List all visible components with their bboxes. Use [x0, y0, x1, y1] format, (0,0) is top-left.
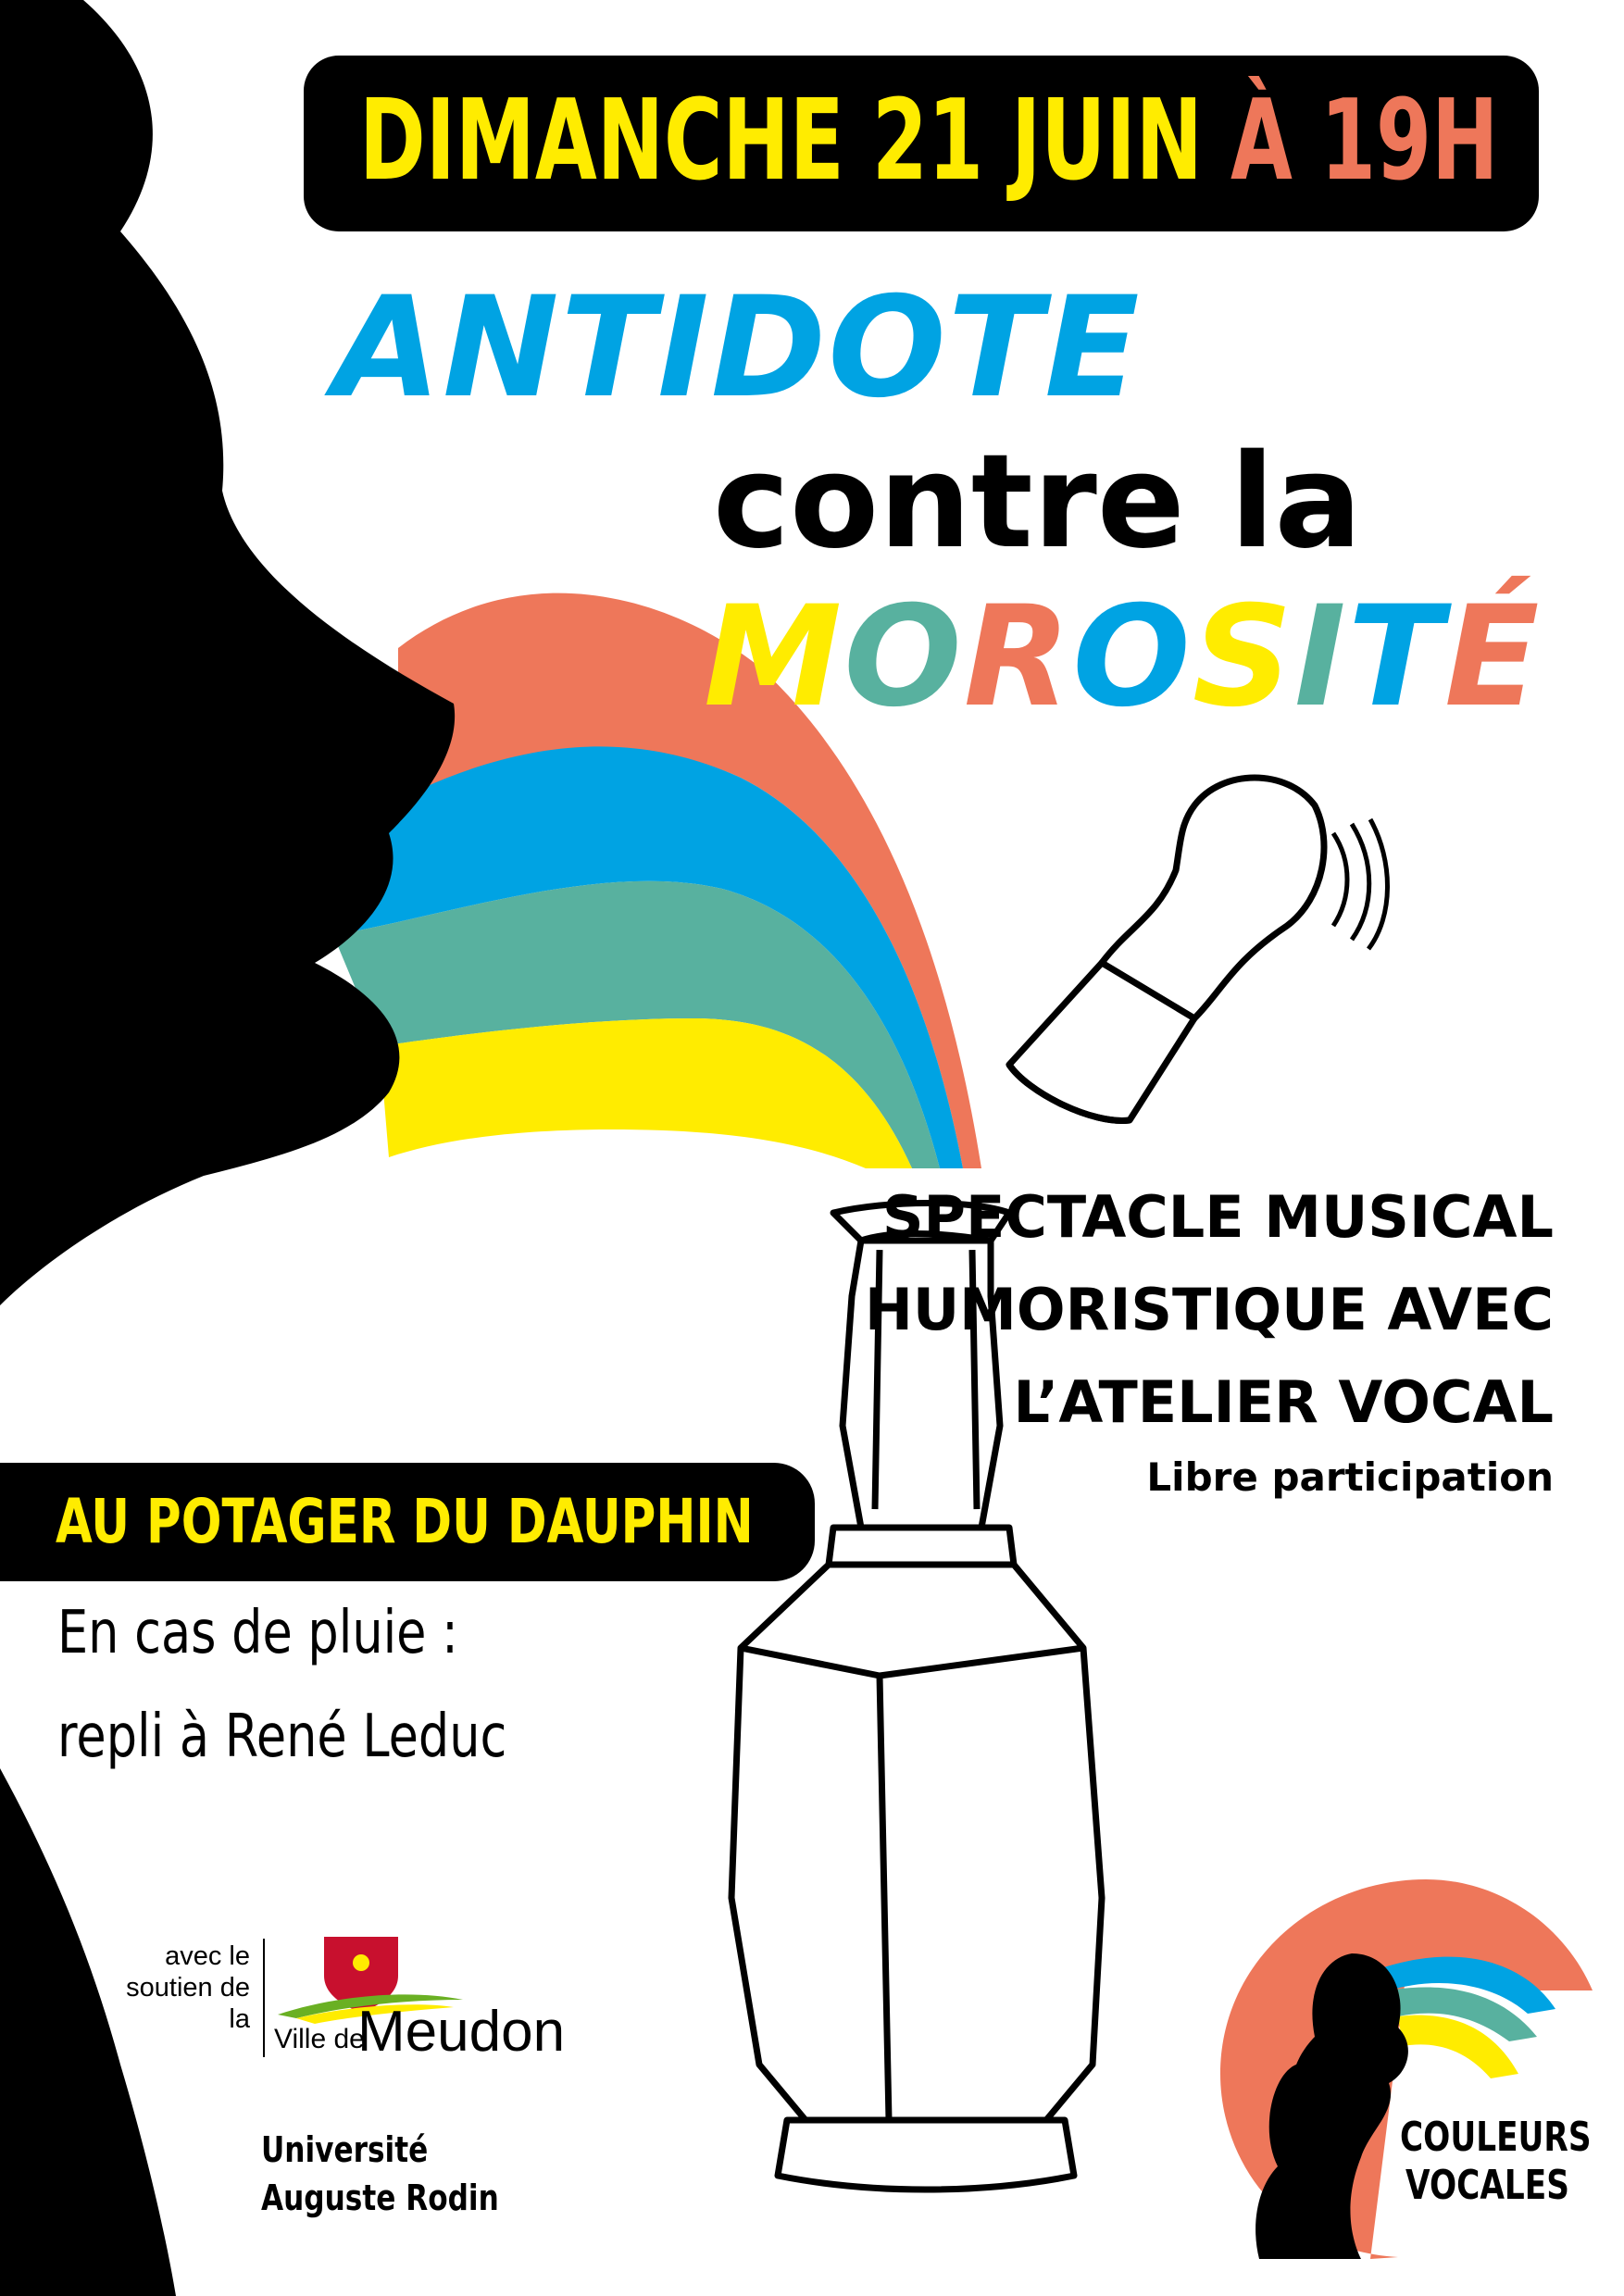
stopper-icon: [1009, 778, 1388, 1120]
university-line-1: Université: [261, 2129, 429, 2170]
sponsor-divider: [263, 1939, 265, 2057]
ville-label: Ville de: [274, 2024, 365, 2054]
description-line-1: SPECTACLE MUSICAL: [881, 1183, 1554, 1251]
venue-banner: [0, 1463, 815, 1581]
event-time: À 19H: [1230, 77, 1499, 206]
date-banner: [304, 56, 1539, 231]
title-letter: É: [1444, 577, 1542, 738]
ville-name: Meudon: [357, 2000, 566, 2064]
title-letter: M: [704, 577, 844, 738]
event-date: DIMANCHE 21 JUIN: [359, 77, 1203, 206]
description-line-3: L’ATELIER VOCAL: [1013, 1368, 1554, 1436]
date-time-text: [359, 77, 1499, 206]
title-contre-la: contre la: [713, 427, 1362, 578]
title-letter: S: [1192, 577, 1294, 738]
venue-name: AU POTAGER DU DAUPHIN: [56, 1486, 754, 1557]
title-letter: T: [1347, 577, 1445, 738]
rain-notice-line-1: En cas de pluie :: [57, 1599, 458, 1667]
title-morosite: [704, 577, 1542, 738]
title-letter: O: [1072, 577, 1193, 738]
title-antidote: ANTIDOTE: [333, 268, 1142, 429]
brand-line-1: COULEURS: [1400, 2114, 1592, 2161]
university-line-2: Auguste Rodin: [261, 2177, 499, 2218]
title-letter: O: [843, 577, 964, 738]
title-letter: I: [1293, 577, 1348, 738]
title-letter: R: [963, 577, 1073, 738]
bottle-icon: [731, 1204, 1102, 2190]
description-participation: Libre participation: [1146, 1454, 1554, 1500]
brand-line-2: VOCALES: [1405, 2162, 1569, 2209]
description-line-2: HUMORISTIQUE AVEC: [864, 1276, 1554, 1343]
support-text: avec le soutien de la: [126, 1941, 250, 2034]
rain-notice-line-2: repli à René Leduc: [57, 1703, 507, 1771]
